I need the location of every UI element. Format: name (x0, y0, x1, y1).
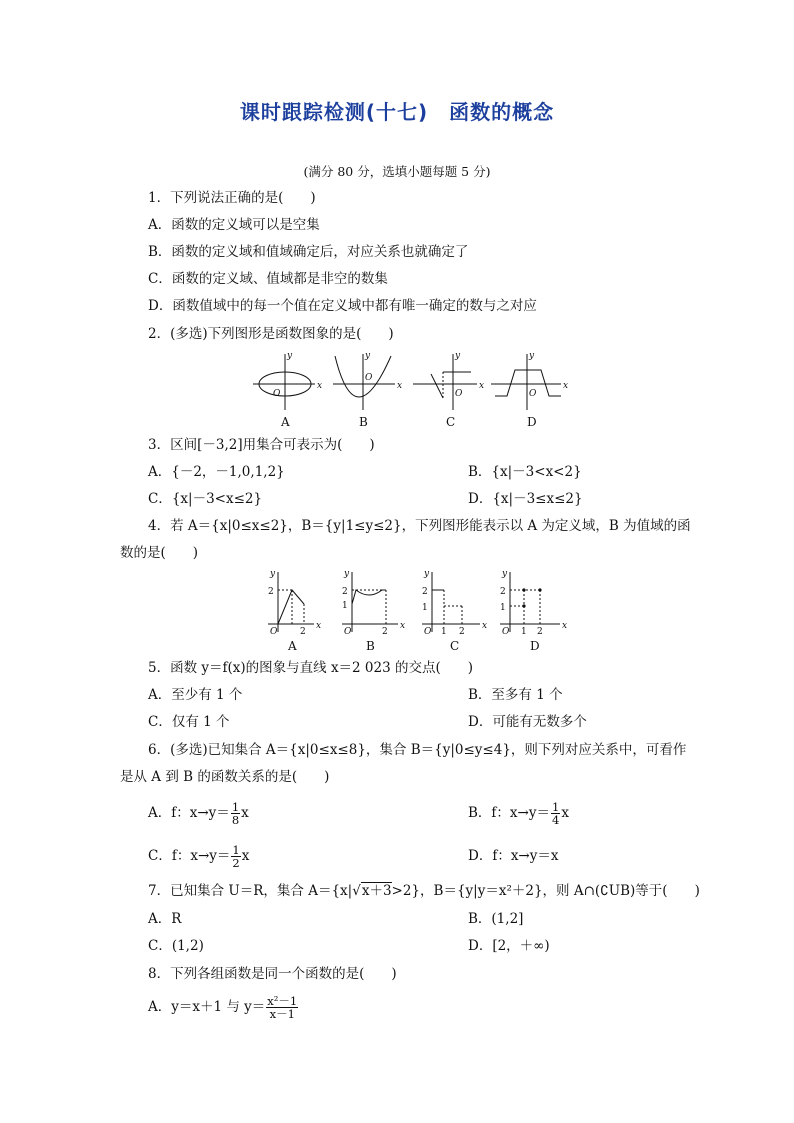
sqrt-expression: x＋3 (361, 883, 392, 899)
question-4-stem: 4．若 A＝{x|0≤x≤2}，B＝{y|1≤y≤2}，下列图形能表示以 A 为定义域，B 为值域的函 (148, 518, 691, 534)
question-7-option-a: A．R (148, 911, 182, 927)
q4-b-origin: O (344, 627, 352, 637)
graph-a-origin: O (273, 389, 281, 399)
question-7-stem: 7．已知集合 U＝R，集合 A＝{x|√x＋3>2}，B＝{y|y＝x²＋2}，则 A∩(∁UB)等于( ) (148, 883, 700, 899)
graph-b-y-label: y (365, 351, 371, 361)
q4-graph-b (342, 572, 398, 632)
q4-c-tick-y2: 2 (422, 587, 428, 597)
question-3-option-d: D．{x|－3≤x≤2} (468, 491, 583, 507)
q4-d-tick-x1: 1 (521, 627, 527, 637)
question-2-stem: 2．(多选)下列图形是函数图象的是( ) (148, 326, 394, 342)
q4-d-tick-y2: 2 (500, 587, 506, 597)
q4-a-x-label: x (316, 621, 322, 631)
question-1-option-a: A．函数的定义域可以是空集 (148, 217, 320, 233)
question-1-option-b: B．函数的定义域和值域确定后，对应关系也就确定了 (148, 244, 469, 260)
question-7-option-d: D．[2，＋∞) (468, 938, 550, 954)
q4-b-y-label: y (344, 569, 350, 579)
q4-label-a: A (288, 639, 297, 652)
graph-c-y-label: y (455, 351, 461, 361)
graph-b-x-label: x (397, 381, 403, 391)
q4-b-tick-y2: 2 (342, 587, 348, 597)
q4-c-y-label: y (424, 569, 430, 579)
question-6-option-c: C．f：x→y＝ $\frac{1}{2}$ x (148, 843, 250, 870)
page-title: 课时跟踪检测(十七) 函数的概念 (239, 100, 555, 124)
q4-label-d: D (530, 639, 540, 652)
question-1-option-c: C．函数的定义域、值域都是非空的数集 (148, 271, 388, 287)
q4-c-x-label: x (482, 621, 488, 631)
question-4-graphs (258, 566, 568, 652)
q4-c-origin: O (424, 627, 432, 637)
question-3-option-a: A．{－2，－1,0,1,2} (148, 464, 285, 480)
question-8-option-a: A．y＝x＋1 与 y＝ $\frac{\text{x²－1}}{x-1}$ (148, 994, 298, 1021)
q4-a-origin: O (270, 627, 278, 637)
fraction: $\frac{\text{x²－1}}{x-1}$ (267, 994, 298, 1021)
graph-c-x-label: x (479, 381, 485, 391)
graph-b-origin: O (365, 373, 373, 383)
q4-b-tick-x2: 2 (382, 627, 388, 637)
question-7-option-c: C．(1,2) (148, 938, 204, 954)
q4-label-c: C (450, 639, 460, 652)
graph-d-y-label: y (529, 351, 535, 361)
graph-a-x-label: x (317, 381, 323, 391)
question-2-graphs (245, 348, 585, 432)
q4-d-x-label: x (562, 621, 568, 631)
q4-d-tick-x2: 2 (537, 627, 543, 637)
q4-graph-c (422, 572, 480, 632)
question-6-stem-cont: 是从 A 到 B 的函数关系的是( ) (120, 769, 330, 785)
graph-b (333, 354, 395, 410)
q4-d-tick-y1: 1 (500, 603, 506, 613)
question-5-option-c: C．仅有 1 个 (148, 714, 230, 730)
graph-a (253, 354, 315, 410)
q4-c-tick-x2: 2 (459, 627, 465, 637)
q4-a-tick-x2: 2 (300, 627, 306, 637)
graph-label-d: D (527, 415, 537, 429)
question-5-option-d: D．可能有无数多个 (468, 714, 587, 730)
graph-d-x-label: x (563, 381, 569, 391)
question-6-stem: 6．(多选)已知集合 A＝{x|0≤x≤8}，集合 B＝{y|0≤y≤4}，则下列对应关系中，可看作 (148, 742, 687, 758)
q4-b-tick-y1: 1 (342, 601, 348, 611)
graph-c-origin: O (455, 389, 463, 399)
fraction: $\frac{1}{8}$ (231, 800, 240, 827)
question-1-stem: 1．下列说法正确的是( ) (148, 190, 316, 206)
question-3-option-b: B．{x|－3<x<2} (468, 464, 582, 480)
q4-a-y-label: y (270, 569, 276, 579)
graph-d (491, 354, 561, 410)
question-6-option-d: D．f：x→y＝x (468, 848, 559, 864)
graph-label-b: B (359, 415, 368, 429)
graph-label-a: A (281, 415, 290, 429)
question-1-option-d: D．函数值域中的每一个值在定义域中都有唯一确定的数与之对应 (148, 298, 537, 314)
q4-b-x-label: x (400, 621, 406, 631)
question-6-option-a: A．f：x→y＝ $\frac{1}{8}$ x (148, 800, 249, 827)
q4-d-y-label: y (502, 569, 508, 579)
q4-d-origin: O (502, 627, 510, 637)
q4-label-b: B (366, 639, 375, 652)
q4-a-tick-y2: 2 (268, 587, 274, 597)
graph-d-origin: O (529, 389, 537, 399)
graph-c (413, 354, 477, 410)
fraction: $\frac{1}{2}$ (232, 843, 240, 870)
graph-a-y-label: y (287, 351, 293, 361)
q4-graph-a (268, 572, 314, 632)
question-3-option-c: C．{x|－3<x≤2} (148, 491, 263, 507)
fraction: $\frac{1}{4}$ (551, 800, 560, 827)
graph-label-c: C (446, 415, 456, 429)
score-note: (满分 80 分，选填小题每题 5 分) (303, 164, 491, 179)
question-8-stem: 8．下列各组函数是同一个函数的是( ) (148, 966, 397, 982)
question-5-option-b: B．至多有 1 个 (468, 687, 563, 703)
question-4-stem-cont: 数的是( ) (120, 545, 199, 561)
question-5-option-a: A．至少有 1 个 (148, 687, 243, 703)
q4-c-tick-x1: 1 (441, 627, 447, 637)
question-3-stem: 3．区间[－3,2]用集合可表示为( ) (148, 437, 375, 453)
q4-graph-d (500, 572, 560, 632)
question-5-stem: 5．函数 y＝f(x)的图象与直线 x＝2 023 的交点( ) (148, 660, 474, 676)
question-6-option-b: B．f：x→y＝ $\frac{1}{4}$ x (468, 800, 569, 827)
q4-c-tick-y1: 1 (422, 603, 428, 613)
question-7-option-b: B．(1,2] (468, 911, 524, 927)
